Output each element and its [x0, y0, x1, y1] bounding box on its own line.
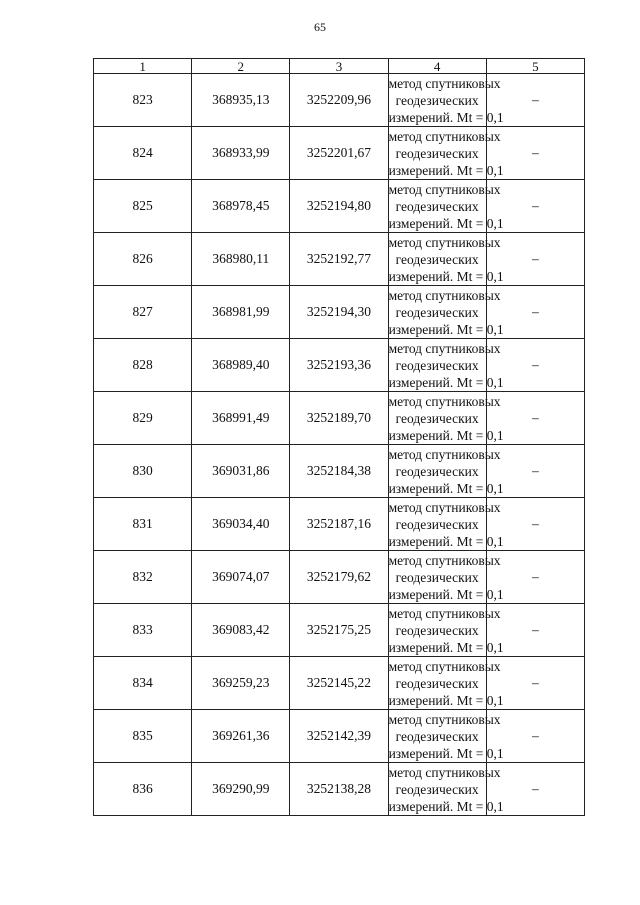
table-row — [94, 127, 585, 180]
x-coordinate-cell: 368978,45 — [192, 180, 290, 233]
method-text-line: геодезических — [395, 728, 479, 744]
point-number-cell: 836 — [94, 763, 192, 816]
method-text-line: измерений. Mt = 0,1 — [388, 533, 504, 549]
y-coordinate-cell: 3252193,36 — [290, 339, 388, 392]
method-text-line: метод спутниковых — [388, 181, 501, 197]
y-coordinate-cell: 3252187,16 — [290, 498, 388, 551]
method-text-line: измерений. Mt = 0,1 — [388, 586, 504, 602]
method-text-line: метод спутниковых — [388, 764, 501, 780]
method-text-line: геодезических — [395, 622, 479, 638]
y-coordinate-cell: 3252184,38 — [290, 445, 388, 498]
method-text-line: метод спутниковых — [388, 711, 501, 727]
table-row — [94, 392, 585, 445]
y-coordinate-cell: 3252194,80 — [290, 180, 388, 233]
method-cell — [388, 710, 504, 763]
method-text-line: геодезических — [395, 516, 479, 532]
table-row — [94, 180, 585, 233]
method-text-line: измерений. Mt = 0,1 — [388, 321, 504, 337]
method-cell — [388, 127, 504, 180]
method-cell — [388, 763, 504, 816]
dash-mark: – — [532, 251, 539, 266]
method-text-line: метод спутниковых — [388, 605, 501, 621]
column-header-2: 2 — [192, 59, 290, 74]
method-text-line: метод спутниковых — [388, 340, 501, 356]
method-cell — [388, 392, 504, 445]
dash-mark: – — [532, 569, 539, 584]
method-text-line: геодезических — [395, 357, 479, 373]
dash-mark: – — [532, 728, 539, 743]
x-coordinate-cell: 369259,23 — [192, 657, 290, 710]
point-number-cell: 831 — [94, 498, 192, 551]
table-row — [94, 286, 585, 339]
method-cell — [388, 498, 504, 551]
method-text-line: метод спутниковых — [388, 234, 501, 250]
method-cell — [388, 657, 504, 710]
method-text-line: геодезических — [395, 145, 479, 161]
y-coordinate-cell: 3252138,28 — [290, 763, 388, 816]
dash-mark: – — [532, 516, 539, 531]
dash-mark: – — [532, 410, 539, 425]
y-coordinate-cell: 3252194,30 — [290, 286, 388, 339]
dash-mark: – — [532, 781, 539, 796]
method-text-line: метод спутниковых — [388, 446, 501, 462]
x-coordinate-cell: 368933,99 — [192, 127, 290, 180]
method-text-line: измерений. Mt = 0,1 — [388, 215, 504, 231]
method-cell — [388, 551, 504, 604]
method-cell — [388, 286, 504, 339]
point-number-cell: 827 — [94, 286, 192, 339]
dash-mark: – — [532, 357, 539, 372]
method-text-line: измерений. Mt = 0,1 — [388, 639, 504, 655]
table-row — [94, 657, 585, 710]
method-text-line: геодезических — [395, 675, 479, 691]
y-coordinate-cell: 3252175,25 — [290, 604, 388, 657]
method-text-line: метод спутниковых — [388, 499, 501, 515]
x-coordinate-cell: 369074,07 — [192, 551, 290, 604]
point-number-cell: 825 — [94, 180, 192, 233]
table-row — [94, 498, 585, 551]
method-text-line: измерений. Mt = 0,1 — [388, 798, 504, 814]
method-cell — [388, 180, 504, 233]
page-number: 65 — [314, 20, 326, 34]
dash-mark: – — [532, 198, 539, 213]
table-row — [94, 710, 585, 763]
method-text-line: метод спутниковых — [388, 75, 501, 91]
table-row — [94, 339, 585, 392]
method-text-line: метод спутниковых — [388, 393, 501, 409]
method-cell — [388, 233, 504, 286]
x-coordinate-cell: 369290,99 — [192, 763, 290, 816]
x-coordinate-cell: 369034,40 — [192, 498, 290, 551]
column-header-5: 5 — [486, 59, 584, 74]
method-text-line: геодезических — [395, 198, 479, 214]
method-text-line: измерений. Mt = 0,1 — [388, 374, 504, 390]
method-text-line: геодезических — [395, 251, 479, 267]
method-text-line: геодезических — [395, 781, 479, 797]
point-number-cell: 830 — [94, 445, 192, 498]
table-row — [94, 604, 585, 657]
table-row — [94, 445, 585, 498]
method-text-line: метод спутниковых — [388, 128, 501, 144]
method-text-line: геодезических — [395, 304, 479, 320]
x-coordinate-cell: 368989,40 — [192, 339, 290, 392]
coordinates-table — [93, 58, 585, 816]
x-coordinate-cell: 368991,49 — [192, 392, 290, 445]
method-text-line: измерений. Mt = 0,1 — [388, 692, 504, 708]
column-header-3: 3 — [290, 59, 388, 74]
point-number-cell: 824 — [94, 127, 192, 180]
method-cell — [388, 604, 504, 657]
method-text-line: измерений. Mt = 0,1 — [388, 427, 504, 443]
table-row — [94, 74, 585, 127]
column-header-1: 1 — [94, 59, 192, 74]
dash-mark: – — [532, 675, 539, 690]
method-text-line: геодезических — [395, 92, 479, 108]
point-number-cell: 832 — [94, 551, 192, 604]
x-coordinate-cell: 368980,11 — [192, 233, 290, 286]
y-coordinate-cell: 3252145,22 — [290, 657, 388, 710]
y-coordinate-cell: 3252192,77 — [290, 233, 388, 286]
method-text-line: метод спутниковых — [388, 287, 501, 303]
point-number-cell: 834 — [94, 657, 192, 710]
y-coordinate-cell: 3252201,67 — [290, 127, 388, 180]
y-coordinate-cell: 3252179,62 — [290, 551, 388, 604]
table-body — [94, 74, 585, 816]
method-text-line: измерений. Mt = 0,1 — [388, 268, 504, 284]
x-coordinate-cell: 368935,13 — [192, 74, 290, 127]
x-coordinate-cell: 369031,86 — [192, 445, 290, 498]
x-coordinate-cell: 368981,99 — [192, 286, 290, 339]
dash-mark: – — [532, 463, 539, 478]
point-number-cell: 828 — [94, 339, 192, 392]
table-row — [94, 551, 585, 604]
method-cell — [388, 339, 504, 392]
dash-mark: – — [532, 622, 539, 637]
point-number-cell: 835 — [94, 710, 192, 763]
column-header-4: 4 — [388, 59, 486, 74]
point-number-cell: 829 — [94, 392, 192, 445]
method-text-line: измерений. Mt = 0,1 — [388, 162, 504, 178]
dash-mark: – — [532, 304, 539, 319]
y-coordinate-cell: 3252142,39 — [290, 710, 388, 763]
method-cell — [388, 74, 504, 127]
header-row — [94, 59, 585, 74]
method-text-line: измерений. Mt = 0,1 — [388, 109, 504, 125]
method-text-line: измерений. Mt = 0,1 — [388, 745, 504, 761]
method-text-line: геодезических — [395, 569, 479, 585]
method-text-line: метод спутниковых — [388, 552, 501, 568]
x-coordinate-cell: 369261,36 — [192, 710, 290, 763]
method-cell — [388, 445, 504, 498]
method-text-line: измерений. Mt = 0,1 — [388, 480, 504, 496]
table-row — [94, 233, 585, 286]
point-number-cell: 823 — [94, 74, 192, 127]
method-text-line: геодезических — [395, 463, 479, 479]
method-text-line: геодезических — [395, 410, 479, 426]
point-number-cell: 826 — [94, 233, 192, 286]
table-row — [94, 763, 585, 816]
point-number-cell: 833 — [94, 604, 192, 657]
method-text-line: метод спутниковых — [388, 658, 501, 674]
dash-mark: – — [532, 145, 539, 160]
y-coordinate-cell: 3252189,70 — [290, 392, 388, 445]
dash-mark: – — [532, 92, 539, 107]
x-coordinate-cell: 369083,42 — [192, 604, 290, 657]
y-coordinate-cell: 3252209,96 — [290, 74, 388, 127]
